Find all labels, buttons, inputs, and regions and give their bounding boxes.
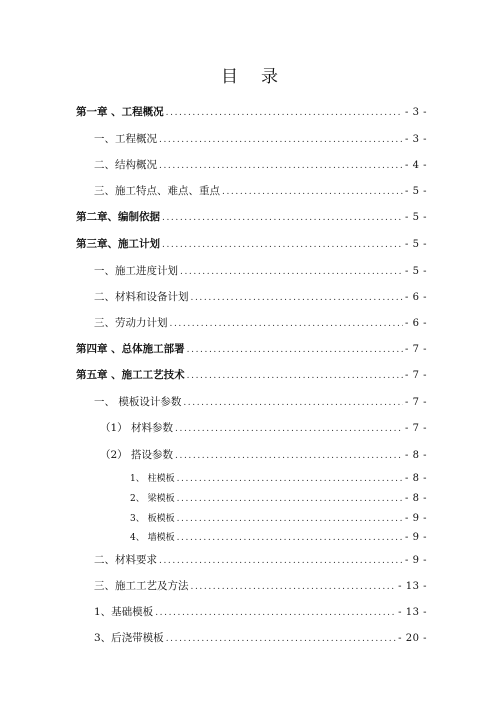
toc-entry-chapter-1[interactable] [76,104,427,119]
dot-leader [175,424,403,434]
toc-entry-section[interactable] [94,263,427,278]
toc-entry-chapter-5[interactable] [76,367,427,382]
dot-leader [166,108,403,118]
toc-page-number: - 6 - [405,292,427,303]
toc-page-number: - 5 - [405,186,427,197]
dot-leader [159,556,403,566]
toc-entry-label: 二、材料和设备计划 [94,291,189,303]
toc-entry-chapter-3[interactable] [76,236,427,251]
toc-entry-label: 3、后浇带模板 [94,632,164,644]
toc-entry-item[interactable] [130,511,427,524]
toc-entry-label: 三、施工特点、难点、重点 [94,185,220,197]
dot-leader [159,135,403,145]
toc-entry-section[interactable] [94,315,427,330]
toc-entry-label: 第三章、施工计划 [76,238,160,250]
toc-entry-section[interactable] [94,289,427,304]
toc-entry-subsection[interactable] [100,447,427,462]
toc-entry-section[interactable] [94,131,427,146]
toc-page-number: - 9 - [405,555,427,566]
toc-entry-label: 1、 柱模板 [130,474,175,484]
toc-page-number: - 5 - [405,266,427,277]
dot-leader [159,161,403,171]
dot-leader [191,582,397,592]
toc-entry-subsection[interactable] [94,630,427,645]
toc-entry-chapter-2[interactable] [76,209,427,224]
title-char-1: 目 [221,67,239,87]
toc-entry-label: 3、 板模板 [130,514,175,524]
toc-page-number: - 5 - [405,212,427,223]
toc-page-number: - 7 - [405,397,427,408]
toc-entry-item[interactable] [130,491,427,504]
dot-leader [166,634,396,644]
toc-page-number: - 7 - [405,423,427,434]
toc-entry-label: 2、 梁模板 [130,494,175,504]
toc-page-number: - 6 - [405,318,427,329]
toc-page-number: - 9 - [405,513,427,524]
toc-entry-label: 一、施工进度计划 [94,265,178,277]
toc-page-number: - 13 - [398,607,427,618]
dot-leader [177,514,403,524]
dot-leader [177,533,403,543]
toc-entry-item[interactable] [130,530,427,543]
toc-entry-label: 1、基础模板 [94,606,154,618]
toc-entry-label: 二、材料要求 [94,554,157,566]
toc-page-number: - 7 - [405,344,427,355]
toc-entry-label: 三、施工工艺及方法 [94,580,189,592]
dot-leader [222,187,403,197]
dot-leader [162,213,403,223]
toc-entry-subsection[interactable] [94,604,427,619]
toc-entry-chapter-4[interactable] [76,341,427,356]
dot-leader [187,371,403,381]
toc-entry-label: 第一章 、工程概况 [76,106,164,118]
toc-page-number: - 3 - [405,107,427,118]
toc-page-number: - 8 - [405,493,427,504]
toc-page-number: - 8 - [405,450,427,461]
dot-leader [170,319,404,329]
toc-entry-label: 4、 墙模板 [130,533,175,543]
page-title [0,62,500,87]
toc-page-number: - 4 - [405,160,427,171]
toc-entry-label: 二、结构概况 [94,159,157,171]
toc-entry-section[interactable] [94,394,427,409]
toc-page-number: - 8 - [405,473,427,484]
toc-entry-label: 第五章 、施工工艺技术 [76,369,185,381]
dot-leader [177,474,403,484]
toc-entry-section[interactable] [94,552,427,567]
toc-page-number: - 13 - [398,581,427,592]
dot-leader [162,240,403,250]
toc-page-number: - 20 - [398,633,427,644]
toc-page-number: - 5 - [405,239,427,250]
toc-entry-label: 第四章 、总体施工部署 [76,343,185,355]
dot-leader [187,345,403,355]
toc-entry-section[interactable] [94,183,427,198]
dot-leader [183,398,403,408]
toc-page-number: - 3 - [405,134,427,145]
toc-entry-label: 第二章、编制依据 [76,211,160,223]
toc-entry-label: 三、劳动力计划 [94,317,168,329]
dot-leader [191,293,404,303]
toc-page-number: - 7 - [405,370,427,381]
toc-entry-label: （2） 搭设参数 [100,449,174,461]
dot-leader [175,451,403,461]
title-char-2: 录 [261,67,279,87]
dot-leader [180,267,403,277]
toc-entry-label: 一、 模板设计参数 [94,396,182,408]
toc-entry-item[interactable] [130,471,427,484]
dot-leader [177,494,403,504]
dot-leader [155,608,396,618]
toc-entry-subsection[interactable] [100,420,427,435]
toc-page-number: - 9 - [405,532,427,543]
toc-entry-label: （1） 材料参数 [100,422,174,434]
toc-entry-section[interactable] [94,157,427,172]
toc-entry-label: 一、工程概况 [94,133,157,145]
toc-entry-section[interactable] [94,578,427,593]
